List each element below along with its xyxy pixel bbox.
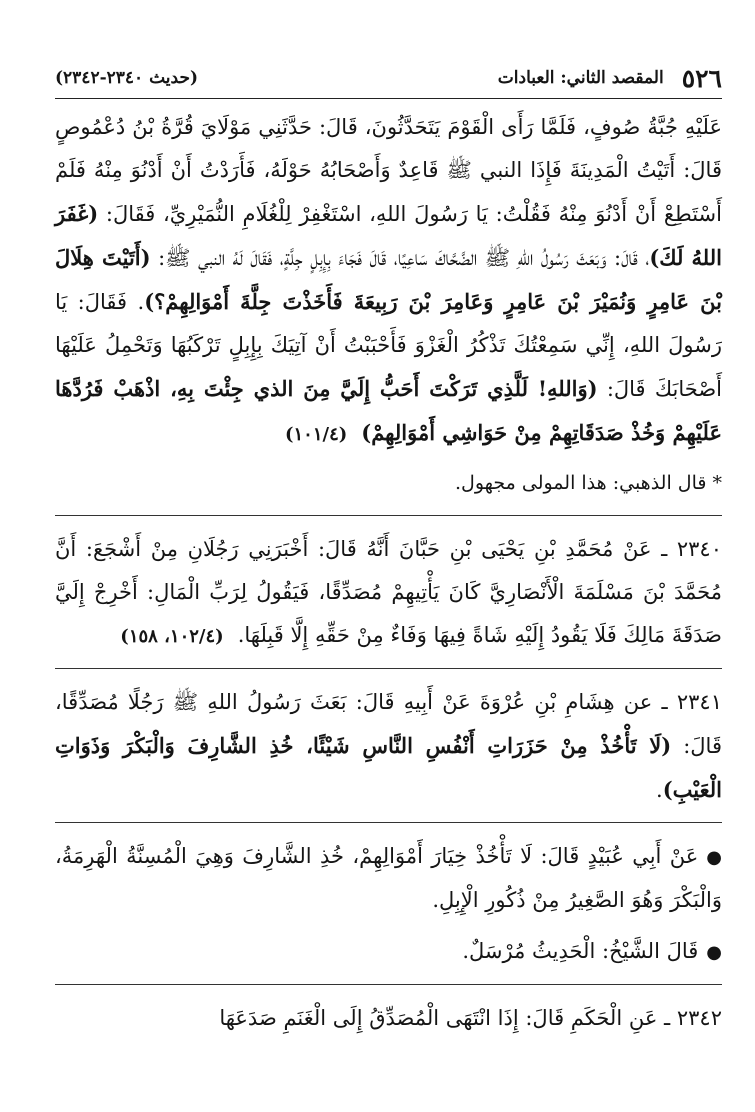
hadith-2340: [55, 528, 722, 658]
page-number: ٥٢٦: [681, 63, 722, 93]
hadith-2342: ٢٣٤٢ ـ عَنِ الْحَكَمِ قَالَ: إِذَا انْتَهَى الْمُصَدِّقُ إِلَى الْغَنَمِ صَدَعَهَا: [219, 1006, 722, 1030]
hadith-2341: [55, 681, 722, 812]
prophetic-quote: (وَاللهِ! لَلَّذِي تَرَكْتَ أَحَبُّ إِلَيَّ مِنَ الذي جِئْتَ بِهِ، اذْهَبْ فَرُدَّهَا عَلَيْهِمْ وَخُذْ صَدَقَاتِهِمْ مِنْ حَوَاشِي أَمْوَالِهِمْ): [55, 376, 722, 445]
header-right-group: [498, 64, 722, 93]
text-run: ، قَالَ: وَبَعَثَ رَسُولُ اللهِ ﷺ الضَّحَّاكَ سَاعِيًا، قَالَ فَجَاءَ بِإِبِلٍ جِلَّةٍ، فَقَالَ لَهُ النبي ﷺ:: [150, 246, 650, 270]
text-run: عَلَيْهِ جُبَّةُ صُوفٍ، فَلَمَّا رَأَى الْقَوْمَ يَتَحَدَّثُونَ، قَالَ: حَدَّثَنِي مَوْلَايَ قُرَّةُ بْنُ دُعْمُوصٍ قَالَ: أَتَيْتُ الْمَدِينَةَ فَإِذَا النبي ﷺ قَاعِدٌ وَأَصْحَابُهُ حَوْلَهُ، فَأَرَدْتُ أَنْ أَدْنُوَ مِنْهُ فَلَمْ أَسْتَطِعْ أَنْ أَدْنُوَ مِنْهُ فَقُلْتُ: يَا رَسُولَ اللهِ، اسْتَغْفِرْ لِلْغُلَامِ النُّمَيْرِيِّ، فَقَالَ:: [55, 115, 722, 226]
commentary-item: [55, 930, 722, 974]
bullet-icon: ●: [706, 942, 722, 963]
text-run: عَنْ أَبِي عُبَيْدٍ قَالَ: لَا تَأْخُذْ خِيَارَ أَمْوَالِهِمْ، خُذِ الشَّارِفَ وَهِيَ الْمُسِنَّةُ الْهَرِمَةُ، وَالْبَكْرَ وَهُوَ الصَّغِيرُ مِنْ ذُكُورِ الْإِبِلِ.: [55, 844, 722, 912]
paragraph-continuation: [55, 106, 722, 456]
bullet-icon: ●: [706, 847, 722, 868]
prophetic-quote: (لَا تَأْخُذْ مِنْ حَزَرَاتِ أَنْفُسِ النَّاسِ شَيْئًا، خُذِ الشَّارِفَ وَالْبَكْرَ وَذَوَاتِ الْعَيْبِ): [55, 733, 722, 802]
prophetic-quote: (غَفَرَ اللهُ لَكَ): [55, 201, 722, 270]
footnote: * قال الذهبي: هذا المولى مجهول.: [454, 472, 722, 494]
text-run: ٢٣٤١ ـ عن هِشَامِ بْنِ عُرْوَةَ عَنْ أَبِيهِ قَالَ: بَعَثَ رَسُولُ اللهِ ﷺ رَجُلًا مُصَدِّقًا، قَالَ:: [55, 690, 722, 758]
prophetic-quote: (أَتَيْتَ هِلَالَ بْنَ عَامِرٍ وَنُمَيْرَ بْنَ عَامِرٍ وَعَامِرَ بْنَ رَبِيعَةَ فَأَخَذْتَ جِلَّةَ أَمْوَالِهِمْ؟): [55, 245, 722, 314]
page-header: [55, 58, 722, 98]
running-title: المقصد الثاني: العبادات: [497, 68, 664, 88]
text-run: .: [656, 778, 663, 802]
commentary-item: [55, 835, 722, 922]
header-rule: [55, 98, 722, 99]
section-divider: [55, 515, 722, 516]
section-divider: [55, 984, 722, 985]
source-reference: (١٠٢/٤، ١٥٨): [120, 626, 224, 647]
hadith-range: (حديث ٢٣٤٠-٢٣٤٢): [55, 68, 198, 88]
section-divider: [55, 822, 722, 823]
text-run: ٢٣٤٠ ـ عَنْ مُحَمَّدِ بْنِ يَحْيَى بْنِ حَبَّانَ أَنَّهُ قَالَ: أَخْبَرَنِي رَجُلَانِ مِنْ أَشْجَعَ: أَنَّ مُحَمَّدَ بْنَ مَسْلَمَةَ الْأَنْصَارِيَّ كَانَ يَأْتِيهِمْ مُصَدِّقًا، فَيَقُولُ لِرَبِّ الْمَالِ: أَخْرِجْ إِلَيَّ صَدَقَةَ مَالِكَ فَلَا يَقُودُ إِلَيْهِ شَاةً فِيهَا وَفَاءٌ مِنْ حَقِّهِ إِلَّا قَبِلَهَا.: [55, 537, 722, 647]
section-divider: [55, 668, 722, 669]
text-run: . فَقَالَ: يَا رَسُولَ اللهِ، إِنِّي سَمِعْتُكَ تَذْكُرُ الْغَزْوَ فَأَحْبَبْتُ أَنْ آتِيَكَ بِإِبِلٍ تَرْكَبُهَا وَتَحْمِلُ عَلَيْهَا أَصْحَابَكَ قَالَ:: [55, 290, 722, 401]
text-run: قَالَ الشَّيْخُ: الْحَدِيثُ مُرْسَلٌ.: [462, 939, 699, 963]
page-body: [55, 106, 722, 1112]
source-reference: (١٠١/٤): [284, 424, 348, 445]
